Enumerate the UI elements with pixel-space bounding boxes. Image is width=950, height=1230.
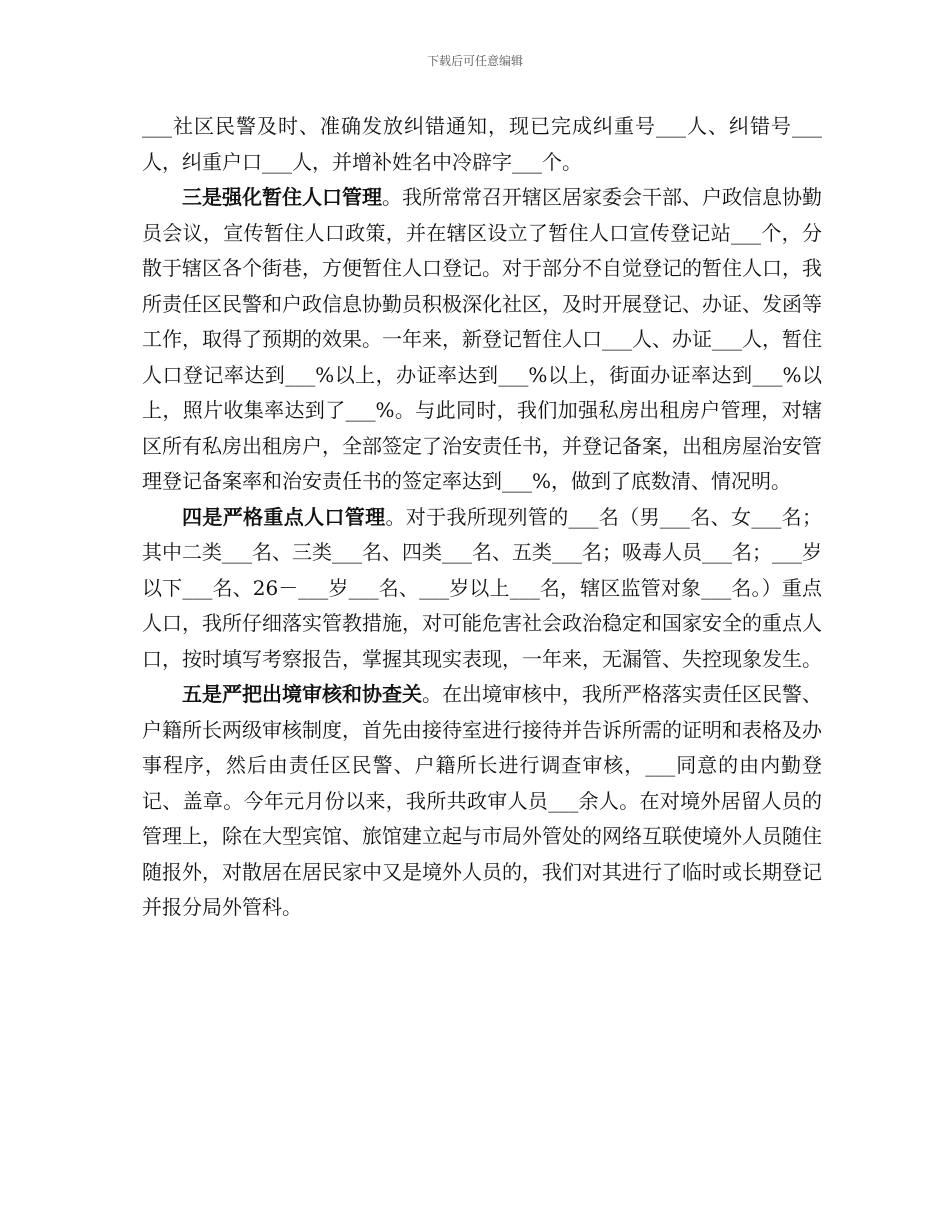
document-body (142, 109, 822, 926)
page-header: 下载后可任意编辑 (426, 54, 523, 68)
paragraph-continuation (142, 109, 822, 180)
paragraph-text: 。在出境审核中，我所严格落实责任区民警、户籍所长两级审核制度，首先由接待室进行接待并告诉所需的证明和表格及办事程序，然后由责任区民警、户籍所长进行调查审核，___同意的由内勤登记、盖章。今年元月份以来，我所共政审人员___余人。在对境外居留人员的管理上，除在大型宾馆、旅馆建立起与市局外管处的网络互联使境外人员随住随报外，对散居在居民家中又是境外人员的，我们对其进行了临时或长期登记并报分局外管科。 (142, 682, 822, 919)
paragraph-exit-review (142, 677, 822, 926)
paragraph-key-population (142, 500, 822, 678)
paragraph-heading: 五是严把出境审核和协查关 (182, 682, 422, 706)
paragraph-text: 。对于我所现列管的___名（男___名、女___名；其中二类___名、三类___名、四类___名、五类___名；吸毒人员___名；___岁以下___名、26－___岁___名、___岁以上___名，辖区监管对象___名。）重点人口，我所仔细落实管教措施，对可能危害社会政治稳定和国家安全的重点人口，按时填写考察报告，掌握其现实表现，一年来，无漏管、失控现象发生。 (142, 504, 823, 671)
paragraph-heading: 四是严格重点人口管理 (182, 504, 386, 529)
paragraph-temporary-population (142, 180, 822, 500)
paragraph-heading: 三是强化暂住人口管理 (182, 185, 382, 209)
paragraph-text: ___社区民警及时、准确发放纠错通知，现已完成纠重号___人、纠错号___人，纠重户口___人，并增补姓名中冷辟字___个。 (142, 114, 822, 174)
paragraph-text: 。我所常常召开辖区居家委会干部、户政信息协勤员会议，宣传暂住人口政策，并在辖区设立了暂住人口宣传登记站___个，分散于辖区各个街巷，方便暂住人口登记。对于部分不自觉登记的暂住人口，我所责任区民警和户政信息协勤员积极深化社区，及时开展登记、办证、发函等工作，取得了预期的效果。一年来，新登记暂住人口___人、办证___人，暂住人口登记率达到___%以上，办证率达到___%以上，街面办证率达到___%以上，照片收集率达到了___%。与此同时，我们加强私房出租房户管理，对辖区所有私房出租房户，全部签定了治安责任书，并登记备案，出租房屋治安管理登记备案率和治安责任书的签定率达到___%，做到了底数清、情况明。 (142, 185, 822, 493)
